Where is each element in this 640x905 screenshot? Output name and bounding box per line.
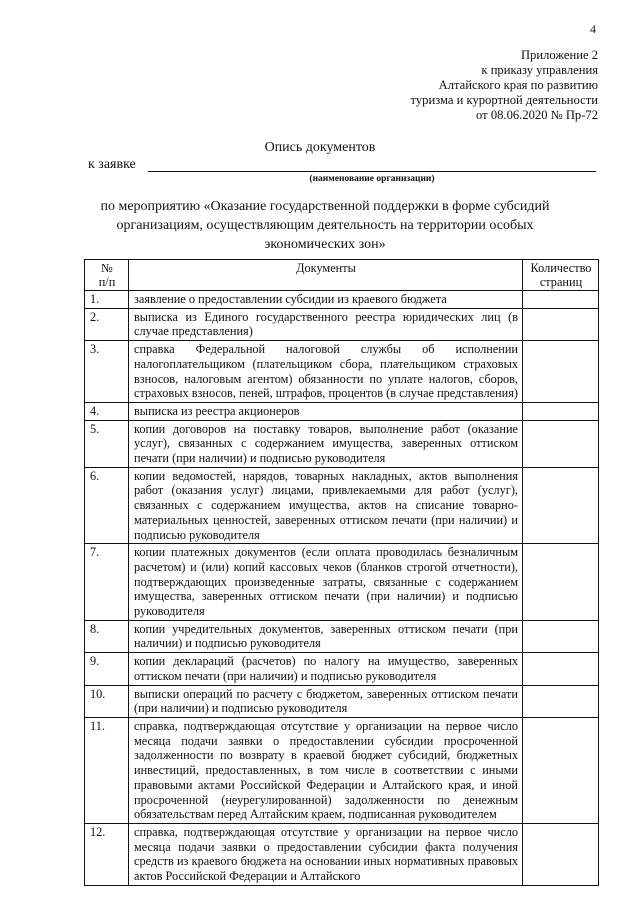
table-row	[85, 620, 599, 652]
row-page-count[interactable]	[523, 402, 599, 420]
appendix-header	[338, 48, 598, 123]
row-page-count[interactable]	[523, 653, 599, 685]
organization-name-field[interactable]	[148, 171, 596, 172]
row-number: 2.	[85, 308, 129, 340]
row-document: копии деклараций (расчетов) по налогу на имущество, заверенных оттиском печати (при наличии) и подписью руководителя	[129, 653, 523, 685]
row-document: заявление о предоставлении субсидии из краевого бюджета	[129, 291, 523, 309]
documents-table	[84, 259, 599, 886]
row-document: выписки операций по расчету с бюджетом, заверенных оттиском печати (при наличии) и подписью руководителя	[129, 685, 523, 717]
row-page-count[interactable]	[523, 420, 599, 467]
row-number: 5.	[85, 420, 129, 467]
appendix-line: туризма и курортной деятельности	[410, 93, 598, 107]
appendix-line: Приложение 2	[520, 48, 598, 62]
row-document: выписка из Единого государственного реестра юридических лиц (в случае представления)	[129, 308, 523, 340]
appendix-line: к приказу управления	[481, 63, 598, 77]
row-number: 1.	[85, 291, 129, 309]
row-document: копии платежных документов (если оплата проводилась безналичным расчетом) и (или) копий кассовых чеков (бланков строгой отчетности), подтверждающих произведенные затраты, связанные с содержанием имущества, заверенных оттиском печати (при наличии) и подписью руководителя	[129, 544, 523, 621]
header-number: № п/п	[85, 260, 129, 291]
document-title: Опись документов	[264, 140, 376, 155]
header-page-count: Количество страниц	[523, 260, 599, 291]
row-number: 9.	[85, 653, 129, 685]
row-document: справка, подтверждающая отсутствие у организации на первое число месяца подачи заявки о предоставлении субсидии просроченной задолженности по возврату в краевой бюджет субсидий, бюджетных инвестиций, предоставленных, в том числе в соответствии с иными правовыми актами Российской Федерации и Алтайского края, и иной просроченной (неурегулированной) задолженности по денежным обязательствам перед Алтайским краем, подписанная руководителем	[129, 717, 523, 823]
row-number: 6.	[85, 467, 129, 544]
row-number: 7.	[85, 544, 129, 621]
request-label: к заявке	[88, 157, 136, 172]
row-page-count[interactable]	[523, 823, 599, 885]
table-row	[85, 717, 599, 823]
row-page-count[interactable]	[523, 620, 599, 652]
appendix-line: Алтайского края по развитию	[438, 78, 598, 92]
table-row	[85, 685, 599, 717]
row-page-count[interactable]	[523, 291, 599, 309]
row-number: 10.	[85, 685, 129, 717]
row-page-count[interactable]	[523, 685, 599, 717]
row-document: справка, подтверждающая отсутствие у организации на первое число месяца подачи заявки о предоставлении субсидии факта получения средств из краевого бюджета на основании иных нормативных правовых актов Российской Федерации и Алтайского	[129, 823, 523, 885]
row-number: 4.	[85, 402, 129, 420]
row-page-count[interactable]	[523, 308, 599, 340]
header-documents: Документы	[129, 260, 523, 291]
event-description: по мероприятию «Оказание государственной поддержки в форме субсидий организациям, осуществляющим деятельность на территории особых экономических зон»	[100, 199, 550, 252]
row-page-count[interactable]	[523, 544, 599, 621]
row-document: копии учредительных документов, заверенных оттиском печати (при наличии) и подписью руководителя	[129, 620, 523, 652]
appendix-line: от 08.06.2020 № Пр-72	[476, 108, 598, 122]
table-row	[85, 544, 599, 621]
table-row	[85, 291, 599, 309]
row-number: 8.	[85, 620, 129, 652]
row-page-count[interactable]	[523, 341, 599, 403]
row-page-count[interactable]	[523, 467, 599, 544]
row-document: копии договоров на поставку товаров, выполнение работ (оказание услуг), связанных с содержанием имущества, заверенных оттиском печати (при наличии) и подписью руководителя	[129, 420, 523, 467]
table-header-row	[85, 260, 599, 291]
table-row	[85, 341, 599, 403]
table-row	[85, 402, 599, 420]
row-number: 12.	[85, 823, 129, 885]
row-document: выписка из реестра акционеров	[129, 402, 523, 420]
row-number: 11.	[85, 717, 129, 823]
table-row	[85, 823, 599, 885]
row-document: копии ведомостей, нарядов, товарных накладных, актов выполнения работ (оказания услуг) лицами, привлекаемыми для работ (услуг), связанных с содержанием имущества, актов на списание товарно-материальных ценностей, заверенных оттиском печати (при наличии) и подписью руководителя	[129, 467, 523, 544]
organization-caption: (наименование организации)	[309, 174, 435, 184]
table-row	[85, 308, 599, 340]
table-row	[85, 653, 599, 685]
table-row	[85, 467, 599, 544]
row-document: справка Федеральной налоговой службы об исполнении налогоплательщиком (плательщиком сбора, плательщиком страховых взносов, налоговым агентом) обязанности по уплате налогов, сборов, страховых взносов, пеней, штрафов, процентов (в случае представления)	[129, 341, 523, 403]
row-number: 3.	[85, 341, 129, 403]
page-number: 4	[590, 22, 596, 36]
row-page-count[interactable]	[523, 717, 599, 823]
table-row	[85, 420, 599, 467]
